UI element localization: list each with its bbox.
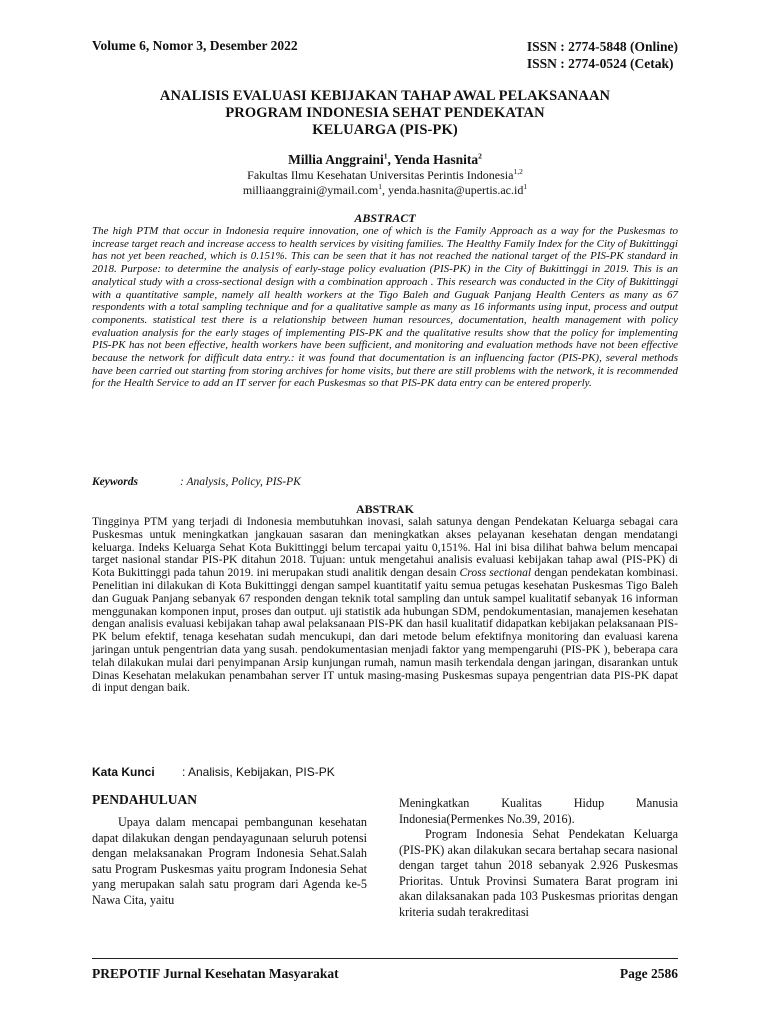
affiliation-block (80, 168, 690, 198)
email-2-sup: 1 (523, 182, 528, 191)
author-2: Yenda Hasnita (393, 152, 479, 167)
abstrak-text-part-1: Tingginya PTM yang terjadi di Indonesia membutuhkan inovasi, salah satunya dengan Pendekatan Keluarga sebagai cara Puskesmas untuk meningkatkan jangkauan sasaran dan meningkatkan akses pelayanan kesehatan dengan mendatangi keluarga. Indeks Keluarga Sehat Kota Bukittinggi belum tercapai yaitu 0,151%. Hal ini bisa dilihat bahwa belum mencapai target nasional standar PIS-PK ditahun 2018. Tujuan: untuk mengetahui analisis evaluasi kebijakan tahap awal (PIS-PK) di Kota Bukittinggi pada tahun 2019. ini merupakan studi analitik dengan desain (92, 515, 678, 580)
author-list (80, 152, 690, 168)
paragraph-left: Upaya dalam mencapai pembangunan kesehatan dapat dilakukan dengan pendayagunaan seluruh potensi dengan melaksanakan Program Indonesia Sehat.Salah satu Program Puskesmas yaitu program Indonesia Sehat yang merupakan salah satu program dari Agenda ke-5 Nawa Cita, yaitu (92, 815, 367, 907)
keywords-label: Keywords (92, 476, 138, 488)
issn-print: ISSN : 2774-0524 (Cetak) (526, 56, 674, 71)
affiliation-sup: 1,2 (513, 167, 523, 176)
author-separator: , (387, 152, 394, 167)
abstract-text: The high PTM that occur in Indonesia require innovation, one of which is the Family Approach as a way for the Puskesmas to increase target reach and increase access to health services by visiting families. The Healthy Family Index for the City of Bukittinggi has not yet been reached, which is 0.151%. This can be seen that it has not reached the national target of the PIS-PK standard in 2018. Purpose: to determine the analysis of early-stage policy evaluation (PIS-PK) in the City of Bukittinggi in 2019. This is an analytical study with a cross-sectional design with a combination approach . This research was conducted in the City of Bukittinggi with a quantitative sample, namely all health workers at the Tigo Baleh and Guguak Panjang Health Centers as many as 67 respondents with a total sampling technique and for a qualitative sample as many as 16 informants using input, process and output components. statistical test there is a relationship between human resources, documentation, health management with policy evaluation analysis for the early stages of implementing PIS-PK and the qualitative results show that the policy for implementing PIS-PK has not been effective, health workers have been sufficient, and monitoring and evaluation methods have not been effective because the network for difficult data entry.: it was found that documentation is an influencing factor (PIS-PK), several methods have been carried out starting from storing archives for home visits, but there are still problems with the network, it is recommended for the Health Service to add an IT server for each Puskesmas so that PIS-PK data entry can be entered properly. (92, 225, 678, 390)
footer-page-number: Page 2586 (619, 966, 678, 981)
body-column-left (92, 792, 367, 908)
abstrak-text-part-2: dengan pendekatan kombinasi. Penelitian ini dilakukan di Kota Bukittinggi dengan sampel kuantitatif yaitu semua petugas kesehatan Puskesmas Tigo Baleh dan Guguak Panjang sebanyak 67 responden dengan teknik total sampling dan untuk sampel kualitatif sebanyak 16 informan menggunakan komponen input, proses dan output. uji statistik ada hubungan SDM, pendokumentasian, manajemen kesehatan dengan analisis evaluasi kebijakan tahap awal pelaksanaan PIS-PK dan hasil kualitatif didapatkan kebijakan pelaksanaan PIS-PK belum efektif, tenaga kesehatan sudah mencukupi, dan dari metode belum efektifnya monitoring dan evaluasi karena jaringan untuk pengentrian data yang susah. pendokumentasian menjadi faktor yang mempengaruhi (PIS-PK ), beberapa cara telah dilakukan mulai dari penyimpanan Arsip kunjungan rumah, namun masih terkendala dengan jaringan, disarankan untuk Dinas Kesehatan melakukan penambahan server IT untuk masing-masing Puskesmas supaya pengentrian data PIS-PK dapat di input dengan baik. (92, 566, 678, 695)
paragraph-right-2: Program Indonesia Sehat Pendekatan Keluarga (PIS-PK) akan dilakukan secara bertahap secara nasional dengan target tahun 2018 sebanyak 2.926 Puskesmas Prioritas. Untuk Provinsi Sumatera Barat program ini akan dilaksanakan pada 103 Puskesmas prioritas dengan kriteria sudah terakreditasi (399, 827, 678, 919)
kata-kunci-label: Kata Kunci (92, 765, 155, 779)
email-1[interactable]: milliaanggraini@ymail.com (242, 183, 379, 197)
kata-kunci-row (92, 765, 678, 779)
affiliation: Fakultas Ilmu Kesehatan Universitas Perintis Indonesia (247, 168, 514, 182)
abstract-heading: ABSTRACT (354, 211, 416, 225)
page-header (92, 38, 678, 74)
page-footer (92, 966, 678, 986)
title-line-3: KELUARGA (PIS-PK) (312, 122, 458, 138)
issn-online: ISSN : 2774-5848 (Online) (526, 39, 678, 54)
title-line-2: PROGRAM INDONESIA SEHAT PENDEKATAN (225, 105, 545, 121)
paragraph-right-1: Meningkatkan Kualitas Hidup Manusia Indonesia(Permenkes No.39, 2016). (399, 796, 678, 826)
abstrak-text (92, 516, 678, 695)
section-heading-pendahuluan: PENDAHULUAN (92, 792, 198, 807)
paper-title (80, 88, 690, 139)
volume-info: Volume 6, Nomor 3, Desember 2022 (92, 38, 298, 53)
email-2[interactable]: yenda.hasnita@upertis.ac.id (388, 183, 524, 197)
author-2-sup: 2 (478, 151, 482, 161)
footer-journal-name: PREPOTIF Jurnal Kesehatan Masyarakat (92, 966, 339, 981)
email-1-sup: 1 (378, 182, 382, 191)
author-1: Millia Anggraini (288, 152, 384, 167)
email-separator: , (382, 183, 388, 197)
abstrak-text-italic: Cross sectional (459, 566, 532, 580)
keywords-row (92, 476, 678, 488)
title-line-1: ANALISIS EVALUASI KEBIJAKAN TAHAP AWAL PELAKSANAAN (159, 88, 611, 104)
issn-block (527, 38, 678, 72)
body-column-right (399, 796, 678, 920)
abstrak-heading: ABSTRAK (355, 502, 414, 516)
footer-divider (92, 958, 678, 959)
author-1-sup: 1 (383, 151, 388, 161)
kata-kunci-value: : Analisis, Kebijakan, PIS-PK (182, 765, 335, 779)
keywords-value: : Analysis, Policy, PIS-PK (180, 476, 301, 488)
